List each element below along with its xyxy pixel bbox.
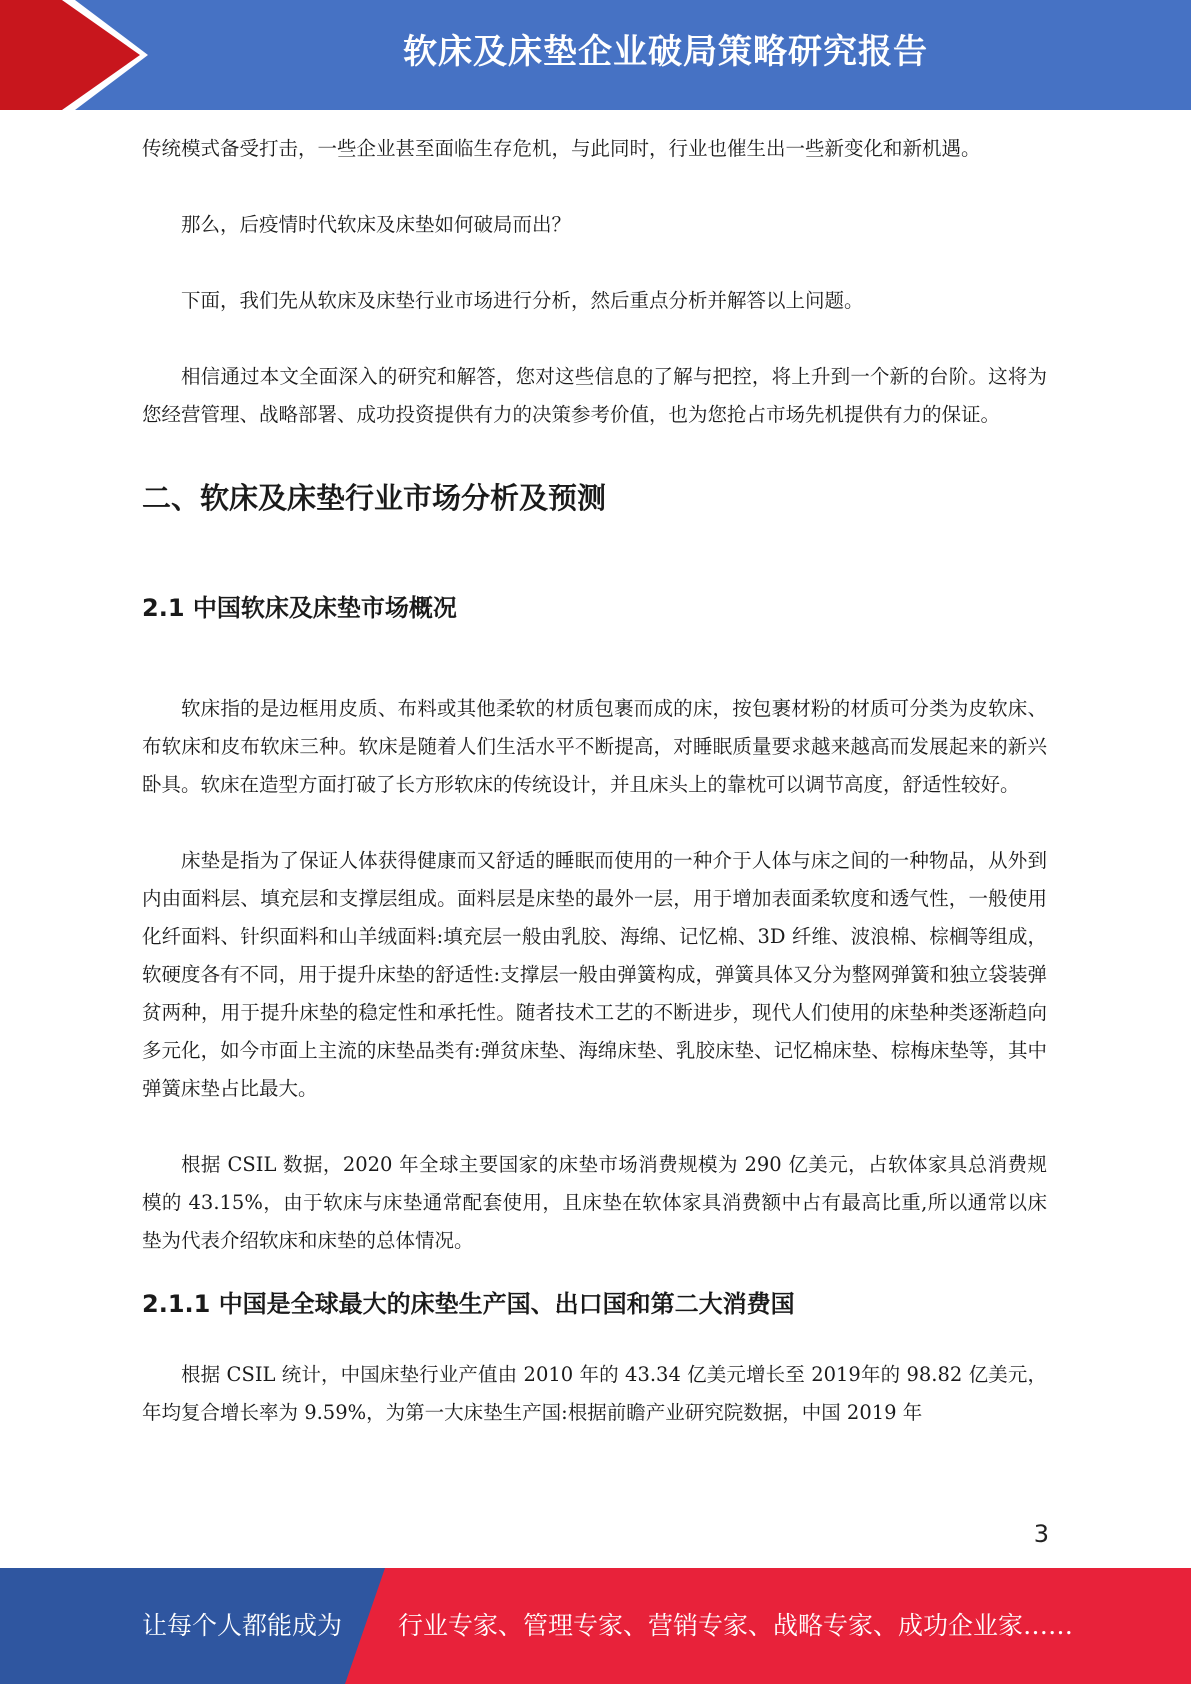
paragraph-value: 相信通过本文全面深入的研究和解答，您对这些信息的了解与把控，将上升到一个新的台阶。这将为您经营管理、战略部署、成功投资提供有力的决策参考价值，也为您抢占市场先机提供有力的保证。 <box>142 365 1047 426</box>
paragraph-intro: 下面，我们先从软床及床垫行业市场进行分析，然后重点分析并解答以上问题。 <box>181 289 864 312</box>
footer-slogan-right: 行业专家、管理专家、营销专家、战略专家、成功企业家…… <box>398 1611 1074 1640</box>
page-header <box>0 0 1191 110</box>
paragraph-csil-data: 根据 CSIL 数据，2020 年全球主要国家的床垫市场消费规模为 290 亿美元，占软体家具总消费规模的 43.15%，由于软床与床垫通常配套使用，且床垫在软体家具消费额中占有最高比重,所以通常以床垫为代表介绍软床和床垫的总体情况。 <box>142 1153 1047 1252</box>
paragraph-question: 那么，后疫情时代软床及床垫如何破局而出？ <box>181 213 572 236</box>
header-red-arrow <box>0 0 148 110</box>
section-heading-2: 二、软床及床垫行业市场分析及预测 <box>142 481 607 515</box>
paragraph-china-production: 根据 CSIL 统计，中国床垫行业产值由 2010 年的 43.34 亿美元增长至 2019年的 98.82 亿美元，年均复合增长率为 9.59%，为第一大床垫生产国:根据前瞻产业研究院数据，中国 2019 年 <box>142 1363 1047 1424</box>
subsection-heading-2-1: 2.1 中国软床及床垫市场概况 <box>142 594 457 622</box>
footer-slogan-left: 让每个人都能成为 <box>142 1611 343 1640</box>
paragraph-continuation: 传统模式备受打击，一些企业甚至面临生存危机，与此同时，行业也催生出一些新变化和新机遇。 <box>142 137 981 160</box>
page-content <box>142 130 1047 1432</box>
page-number: 3 <box>1033 1520 1049 1548</box>
paragraph-mattress-definition: 床垫是指为了保证人体获得健康而又舒适的睡眠而使用的一种介于人体与床之间的一种物品，从外到内由面料层、填充层和支撑层组成。面料层是床垫的最外一层，用于增加表面柔软度和透气性，一般使用化纤面料、针织面料和山羊绒面料:填充层一般由乳胶、海绵、记忆棉、3D 纤维、波浪棉、棕榈等组成，软硬度各有不同，用于提升床垫的舒适性:支撑层一般由弹簧构成，弹簧具体又分为整网弹簧和独立袋装弹贫两种，用于提升床垫的稳定性和承托性。随者技术工艺的不断进步，现代人们使用的床垫种类逐渐趋向多元化，如今市面上主流的床垫品类有:弹贫床垫、海绵床垫、乳胶床垫、记忆棉床垫、棕梅床垫等，其中弹簧床垫占比最大。 <box>142 849 1047 1100</box>
page-footer <box>0 1568 1191 1684</box>
report-title: 软床及床垫企业破局策略研究报告 <box>403 32 928 72</box>
paragraph-soft-bed-definition: 软床指的是边框用皮质、布料或其他柔软的材质包裹而成的床，按包裹材粉的材质可分类为皮软床、布软床和皮布软床三种。软床是随着人们生活水平不断提高，对睡眠质量要求越来越高而发展起来的新兴卧具。软床在造型方面打破了长方形软床的传统设计，并且床头上的靠枕可以调节高度，舒适性较好。 <box>142 697 1047 796</box>
subsection-heading-2-1-1: 2.1.1 中国是全球最大的床垫生产国、出口国和第二大消费国 <box>142 1290 795 1318</box>
